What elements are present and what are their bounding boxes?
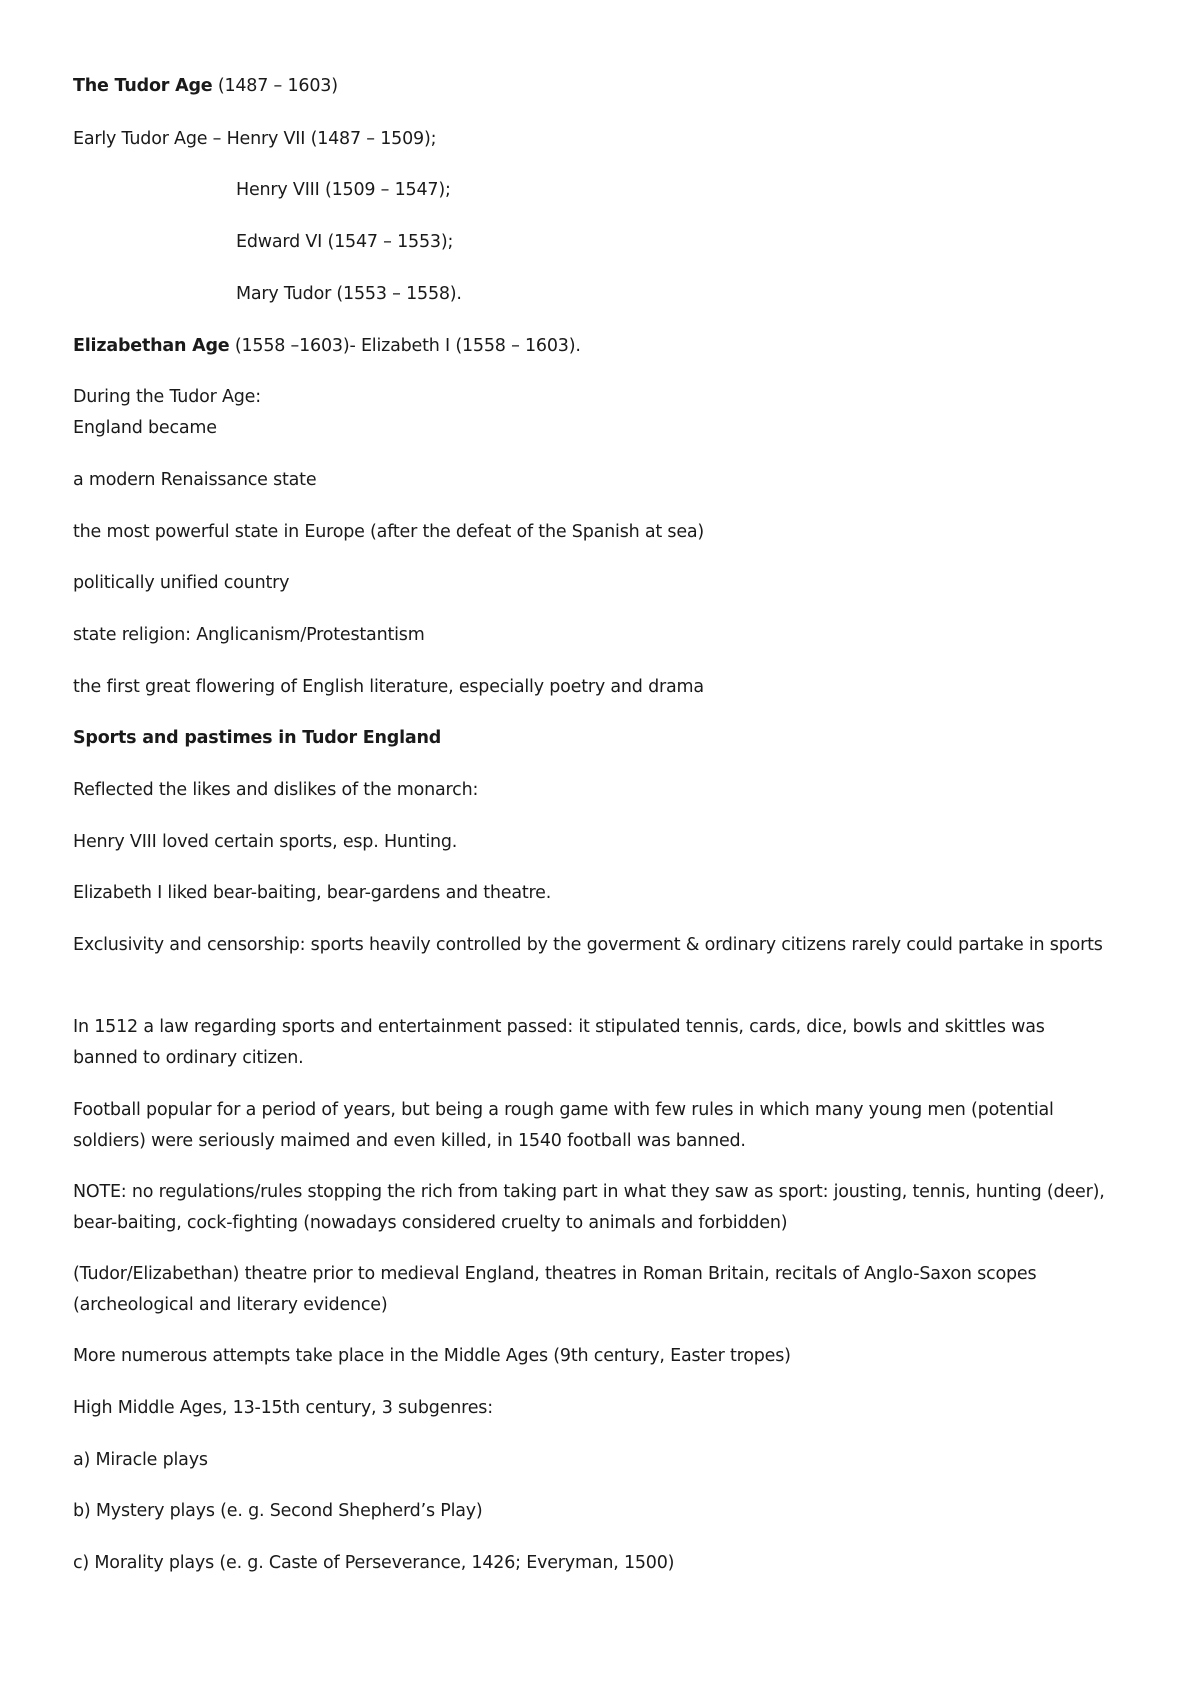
title-bold: The Tudor Age (73, 76, 213, 96)
theatre-paragraph-1: (Tudor/Elizabethan) theatre prior to medieval England, theatres in Roman Britain, recitals of Anglo-Saxon scopes (archeological and literary evidence) (73, 1264, 1037, 1315)
sports-paragraph-4: Exclusivity and censorship: sports heavily controlled by the goverment & ordinary citizens rarely could partake in sports (73, 935, 1103, 955)
point-powerful-state: the most powerful state in Europe (after the defeat of the Spanish at sea) (73, 522, 705, 542)
elizabethan-dates: (1558 –1603)- Elizabeth I (1558 – 1603). (229, 336, 581, 356)
sports-paragraph-3: Elizabeth I liked bear-baiting, bear-gardens and theatre. (73, 883, 552, 903)
elizabethan-age-line (73, 331, 1113, 362)
theatre-paragraph-3: High Middle Ages, 13-15th century, 3 subgenres: (73, 1398, 493, 1418)
point-unified-country: politically unified country (73, 573, 290, 593)
document-title (73, 71, 1113, 102)
reign-henry-viii: Henry VIII (1509 – 1547); (236, 180, 451, 200)
sports-paragraph-7: NOTE: no regulations/rules stopping the rich from taking part in what they saw as sport: jousting, tennis, hunting (deer), bear-baiting, cock-fighting (nowadays considered cruelty to animals and forbidden) (73, 1182, 1105, 1233)
sports-paragraph-2: Henry VIII loved certain sports, esp. Hunting. (73, 832, 458, 852)
subgenre-mystery-plays: b) Mystery plays (e. g. Second Shepherd’s Play) (73, 1501, 483, 1521)
early-tudor-line: Early Tudor Age – Henry VII (1487 – 1509); (73, 129, 437, 149)
point-state-religion: state religion: Anglicanism/Protestantism (73, 625, 425, 645)
title-dates: (1487 – 1603) (212, 76, 338, 96)
during-intro: England became (73, 418, 217, 438)
point-literature: the first great flowering of English literature, especially poetry and drama (73, 677, 704, 697)
point-renaissance-state: a modern Renaissance state (73, 470, 317, 490)
sports-paragraph-5: In 1512 a law regarding sports and entertainment passed: it stipulated tennis, cards, dice, bowls and skittles was banned to ordinary citizen. (73, 1017, 1045, 1068)
sports-paragraph-1: Reflected the likes and dislikes of the monarch: (73, 780, 479, 800)
subgenre-morality-plays: c) Morality plays (e. g. Caste of Perseverance, 1426; Everyman, 1500) (73, 1553, 675, 1573)
theatre-paragraph-2: More numerous attempts take place in the Middle Ages (9th century, Easter tropes) (73, 1346, 791, 1366)
elizabethan-bold: Elizabethan Age (73, 336, 230, 356)
reign-mary-tudor: Mary Tudor (1553 – 1558). (236, 284, 462, 304)
subgenre-miracle-plays: a) Miracle plays (73, 1450, 208, 1470)
during-heading: During the Tudor Age: (73, 387, 261, 407)
sports-heading (73, 723, 1113, 754)
sports-paragraph-6: Football popular for a period of years, but being a rough game with few rules in which many young men (potential soldiers) were seriously maimed and even killed, in 1540 football was banned. (73, 1100, 1054, 1151)
reign-edward-vi: Edward VI (1547 – 1553); (236, 232, 454, 252)
sports-heading-text: Sports and pastimes in Tudor England (73, 728, 442, 748)
